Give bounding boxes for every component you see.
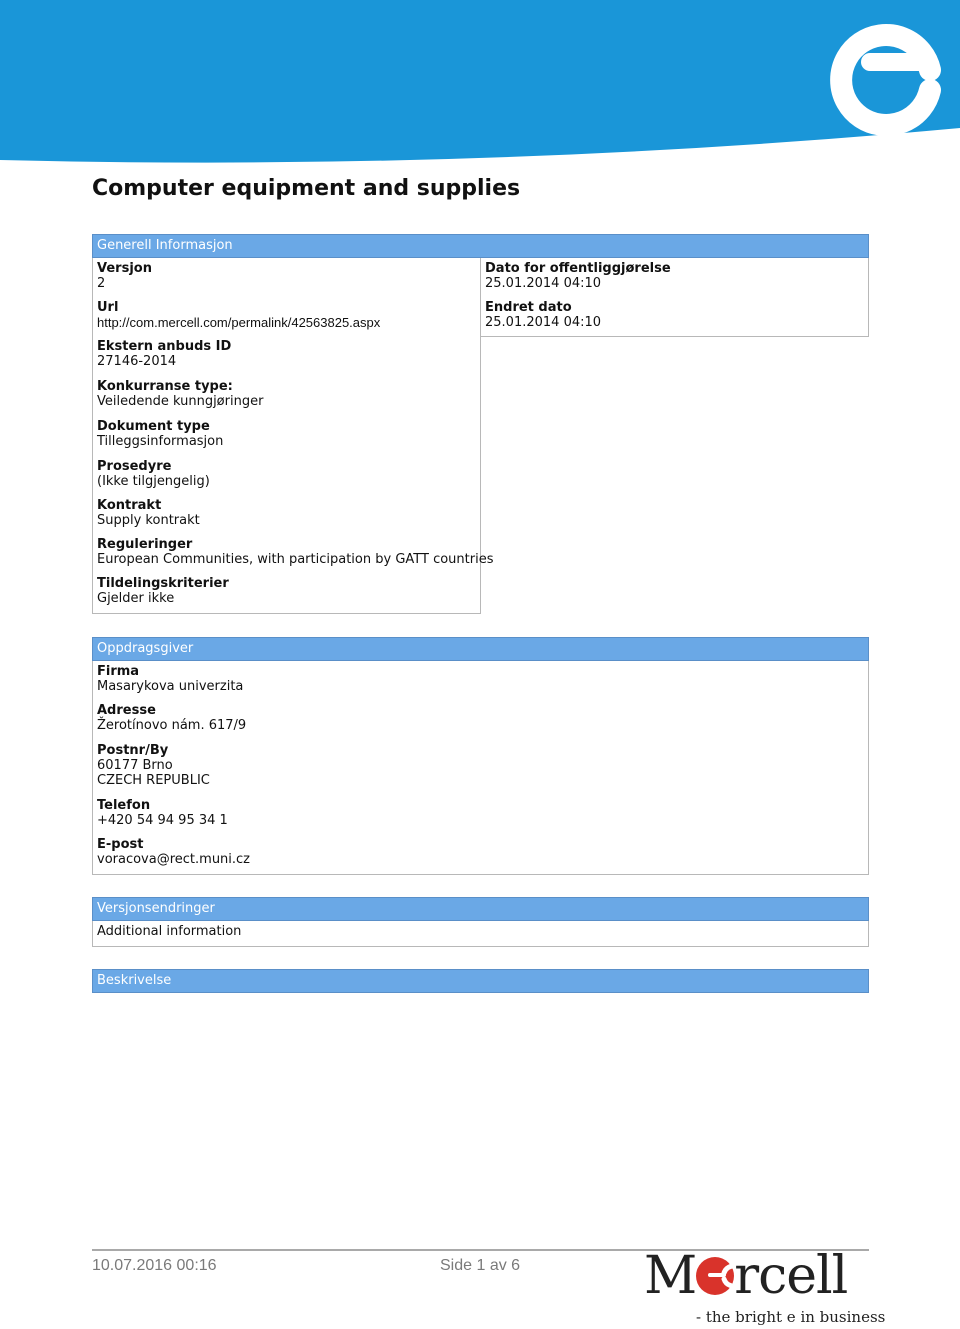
field-konkurranse-type: [92, 376, 481, 417]
field-label: Reguleringer: [97, 537, 193, 552]
field-epost: [92, 834, 869, 875]
field-value: 25.01.2014 04:10: [485, 276, 602, 291]
field-reguleringer: [92, 534, 494, 574]
field-label: E-post: [97, 837, 144, 852]
field-value: CZECH REPUBLIC: [97, 773, 210, 788]
field-firma: [92, 661, 869, 701]
field-value: Veiledende kunngjøringer: [97, 394, 264, 409]
field-value: 25.01.2014 04:10: [485, 315, 602, 330]
field-value: 27146-2014: [97, 354, 177, 369]
field-value: (Ikke tilgjengelig): [97, 474, 210, 489]
logo-letter-m: M: [644, 1246, 697, 1306]
field-adresse: [92, 700, 869, 741]
field-ekstern-id: [92, 336, 481, 377]
permalink-link[interactable]: http://com.mercell.com/permalink/42563825.aspx: [97, 315, 381, 330]
field-value: Supply kontrakt: [97, 513, 200, 528]
field-label: Telefon: [97, 798, 151, 813]
field-endret-dato: [480, 297, 869, 337]
field-url: [92, 297, 481, 337]
field-label: Konkurranse type:: [97, 379, 233, 394]
field-label: Endret dato: [485, 300, 572, 315]
footer-timestamp: 10.07.2016 00:16: [92, 1257, 217, 1274]
field-value: European Communities, with participation by GATT countries: [97, 552, 494, 567]
field-telefon: [92, 795, 869, 835]
field-label: Firma: [97, 664, 140, 679]
logo-e-icon: [696, 1257, 734, 1295]
field-dokument-type: [92, 416, 481, 457]
email-link[interactable]: voracova@rect.muni.cz: [97, 852, 251, 867]
field-value: Tilleggsinformasjon: [97, 434, 224, 449]
field-label: Ekstern anbuds ID: [97, 339, 232, 354]
field-value: 60177 Brno: [97, 758, 173, 773]
field-postnr-by: [92, 740, 869, 796]
field-label: Kontrakt: [97, 498, 162, 513]
field-value: Additional information: [97, 924, 242, 939]
header-banner: [0, 0, 960, 170]
field-versjon: [92, 258, 481, 298]
field-label: Prosedyre: [97, 459, 172, 474]
field-tildelingskriterier: [92, 573, 481, 614]
field-value: Gjelder ikke: [97, 591, 175, 606]
field-versjonsendringer: [92, 921, 869, 947]
field-label: Adresse: [97, 703, 156, 718]
section-header-beskrivelse: Beskrivelse: [92, 969, 869, 993]
mercell-logo: [644, 1246, 847, 1306]
field-label: Versjon: [97, 261, 152, 276]
section-header-oppdragsgiver: Oppdragsgiver: [92, 637, 869, 661]
footer-page-number: Side 1 av 6: [440, 1257, 521, 1274]
field-value: Masarykova univerzita: [97, 679, 244, 694]
page-title: Computer equipment and supplies: [92, 176, 521, 201]
field-kontrakt: [92, 495, 481, 535]
field-value: +420 54 94 95 34 1: [97, 813, 228, 828]
section-header-versjonsendringer: Versjonsendringer: [92, 897, 869, 921]
field-label: Dokument type: [97, 419, 210, 434]
field-value: 2: [97, 276, 106, 291]
section-header-general: Generell Informasjon: [92, 234, 869, 258]
field-label: Tildelingskriterier: [97, 576, 229, 591]
logo-tagline: - the bright e in business: [696, 1308, 886, 1326]
field-label: Dato for offentliggjørelse: [485, 261, 671, 276]
field-label: Postnr/By: [97, 743, 169, 758]
logo-letters-rcell: rcell: [734, 1246, 848, 1306]
field-label: Url: [97, 300, 119, 315]
field-dato-publisering: [480, 258, 869, 298]
field-prosedyre: [92, 456, 481, 496]
field-value: Žerotínovo nám. 617/9: [97, 718, 247, 733]
